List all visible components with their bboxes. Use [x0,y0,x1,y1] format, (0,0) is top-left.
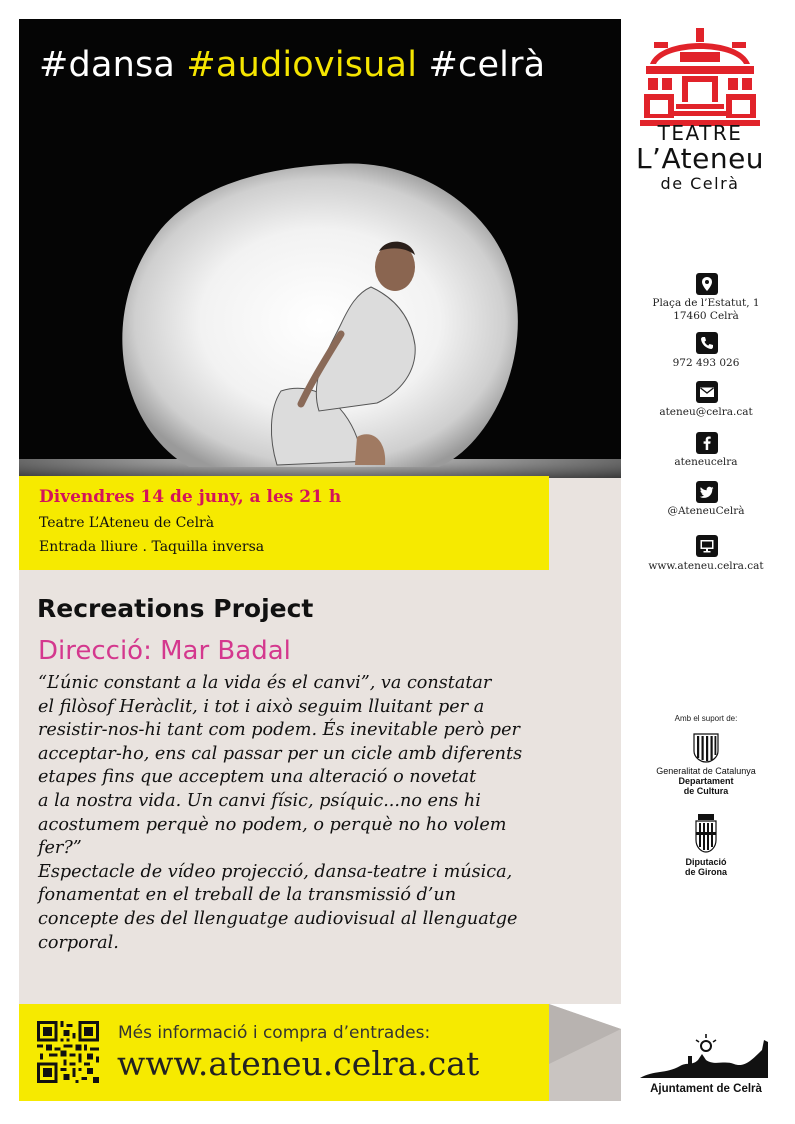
description-line: a la nostra vida. Un canvi físic, psíquic...no ens hi [38,790,481,811]
monitor-icon [696,535,718,557]
tag-celra: #celrà [428,45,546,85]
phone-number[interactable]: 972 493 026 [672,357,740,369]
description-line: resistir-nos-hi tant com podem. És inevitable però per [38,720,520,741]
dipgi-line-2: de Girona [684,867,727,877]
generalitat-logo-text [626,766,786,796]
teatre-ateneu-logo [640,22,760,126]
event-venue: Teatre L’Ateneu de Celrà [39,515,215,531]
envelope-icon [696,381,718,403]
logo-wordmark [620,122,780,194]
description-line: fonamentat en el treball de la transmissió d’un [38,885,457,906]
logo-line-teatre: TEATRE [657,121,743,145]
address-text [626,297,786,323]
email-link[interactable]: ateneu@celra.cat [659,406,753,418]
generalitat-shield-icon [693,733,719,763]
location-pin-icon [696,273,718,295]
logo-line-ateneu: L’Ateneu [635,142,765,175]
diputacio-logo-text [626,857,786,877]
logo-line-celra: de Celrà [660,174,740,193]
tag-dansa: #dansa [39,45,176,85]
twitter-icon [696,481,718,503]
description-line: “L’únic constant a la vida és el canvi”, va constatar [38,673,492,693]
description-line: concepte des del llenguatge audiovisual al llenguatge [38,908,518,929]
support-label: Amb el suport de: [674,714,738,723]
website-link[interactable]: www.ateneu.celra.cat [648,560,764,572]
more-info-label: Més informació i compra d’entrades: [118,1023,431,1043]
description-line: el filòsof Heràclit, i tot i això seguim lluitant per a [38,696,485,717]
gencat-line-2: Departament [678,776,734,786]
facebook-handle[interactable]: ateneucelra [674,456,738,468]
facebook-icon [696,432,718,454]
description-line: acceptar-ho, ens cal passar per un cicle amb diferents [38,743,523,764]
event-date: Divendres 14 de juny, a les 21 h [39,487,342,507]
ajuntament-celra-skyline-icon [640,1030,772,1080]
qr-code[interactable] [37,1021,99,1083]
show-director: Direcció: Mar Badal [38,636,291,666]
page-fold-decoration [549,1004,621,1101]
description-line: corporal. [38,932,119,953]
show-title: Recreations Project [37,594,314,623]
phone-icon [696,332,718,354]
show-description [38,672,578,955]
description-line: fer?” [38,838,82,859]
ajuntament-celra-text: Ajuntament de Celrà [650,1083,762,1095]
address-line-2: 17460 Celrà [673,310,739,322]
dancer-photo-illustration [19,19,621,495]
event-entry: Entrada lliure . Taquilla inversa [39,539,265,555]
footer-website-link[interactable]: www.ateneu.celra.cat [117,1044,480,1083]
gencat-line-1: Generalitat de Catalunya [656,766,756,776]
description-line: etapes fins que acceptem una alteració o novetat [38,767,477,788]
description-line: Espectacle de vídeo projecció, dansa-teatre i música, [38,861,513,882]
hashtags-heading [39,45,545,85]
twitter-handle[interactable]: @AteneuCelrà [667,505,745,517]
hero-photo [19,19,621,495]
gencat-line-3: de Cultura [683,786,729,796]
description-line: acostumem perquè no podem, o perquè no ho volem [38,814,507,835]
address-line-1: Plaça de l’Estatut, 1 [652,297,760,309]
tag-audiovisual: #audiovisual [186,45,418,85]
diputacio-girona-crest-icon [693,812,719,854]
dipgi-line-1: Diputació [685,857,727,867]
